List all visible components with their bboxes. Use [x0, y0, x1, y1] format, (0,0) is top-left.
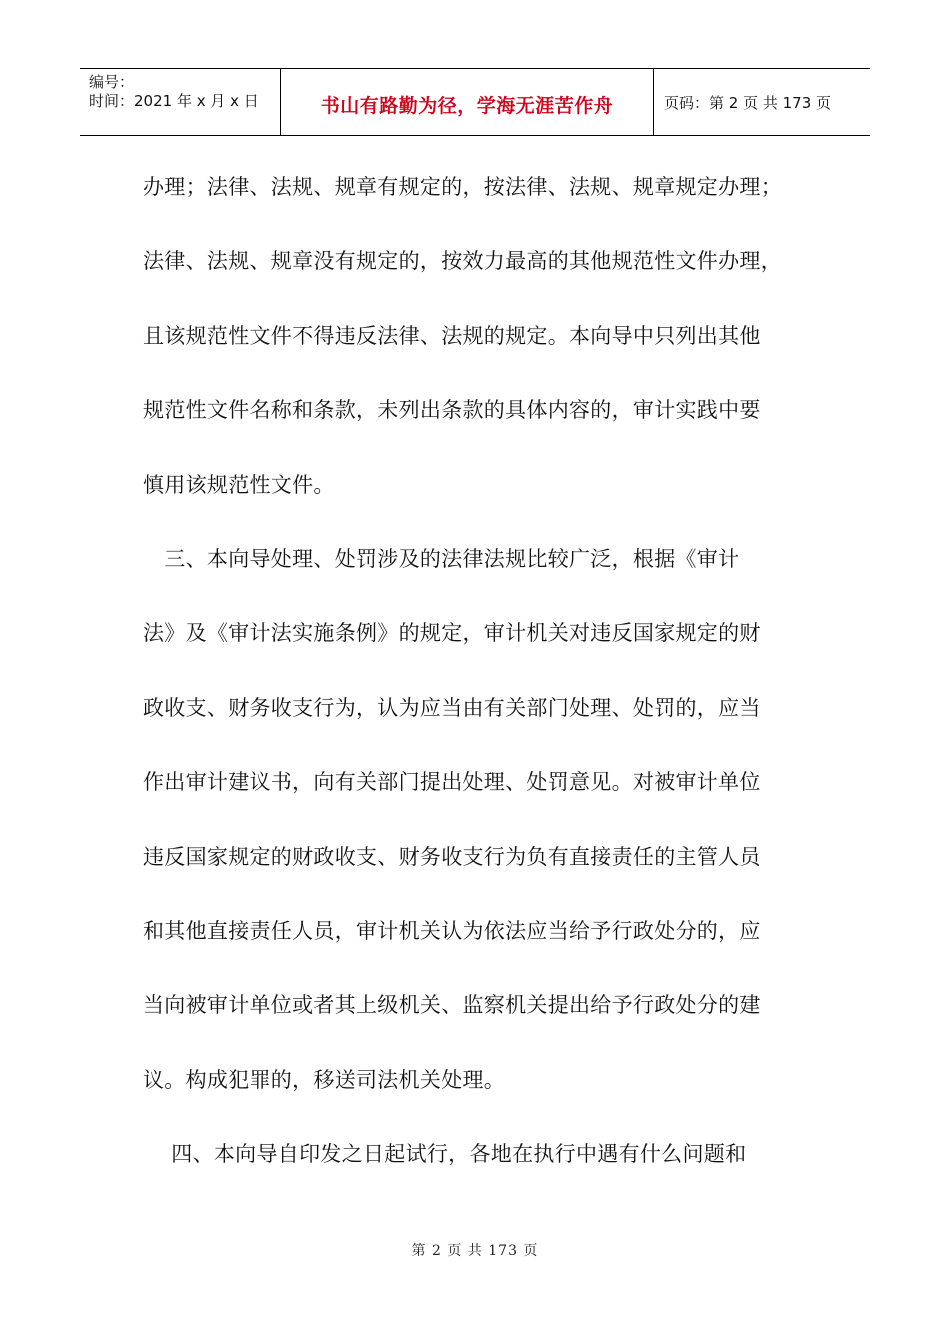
header-meta-cell — [80, 69, 281, 135]
body-line: 三、本向导处理、处罚涉及的法律法规比较广泛，根据《审计 — [143, 546, 740, 571]
page-footer: 第 2 页 共 173 页 — [411, 1243, 539, 1259]
body-line: 慎用该规范性文件。 — [143, 472, 335, 497]
body-line: 法律、法规、规章没有规定的，按效力最高的其他规范性文件办理， — [143, 249, 782, 274]
body-line: 且该规范性文件不得违反法律、法规的规定。本向导中只列出其他 — [143, 323, 761, 348]
document-number-label: 编号： — [89, 73, 135, 91]
header-page-info: 页码：第 2 页 共 173 页 — [664, 93, 832, 112]
header-motto: 书山有路勤为径，学海无涯苦作舟 — [320, 94, 614, 117]
body-line: 作出审计建议书，向有关部门提出处理、处罚意见。对被审计单位 — [143, 770, 761, 795]
document-header — [80, 68, 870, 136]
body-line: 议。构成犯罪的，移送司法机关处理。 — [143, 1067, 506, 1092]
header-page-cell — [654, 69, 870, 135]
document-date-label: 时间：2021 年 x 月 x 日 — [89, 92, 259, 110]
document-body — [143, 150, 823, 1191]
body-line: 违反国家规定的财政收支、财务收支行为负有直接责任的主管人员 — [143, 844, 761, 869]
body-line: 政收支、财务收支行为，认为应当由有关部门处理、处罚的，应当 — [143, 695, 761, 720]
body-line: 四、本向导自印发之日起试行，各地在执行中遇有什么问题和 — [143, 1142, 747, 1167]
body-line: 当向被审计单位或者其上级机关、监察机关提出给予行政处分的建 — [143, 993, 761, 1018]
body-line: 法》及《审计法实施条例》的规定，审计机关对违反国家规定的财 — [143, 621, 761, 646]
header-motto-cell — [281, 69, 654, 135]
body-line: 和其他直接责任人员，审计机关认为依法应当给予行政处分的，应 — [143, 918, 761, 943]
body-line: 办理；法律、法规、规章有规定的，按法律、法规、规章规定办理； — [143, 175, 782, 199]
body-line: 规范性文件名称和条款，未列出条款的具体内容的，审计实践中要 — [143, 398, 761, 423]
